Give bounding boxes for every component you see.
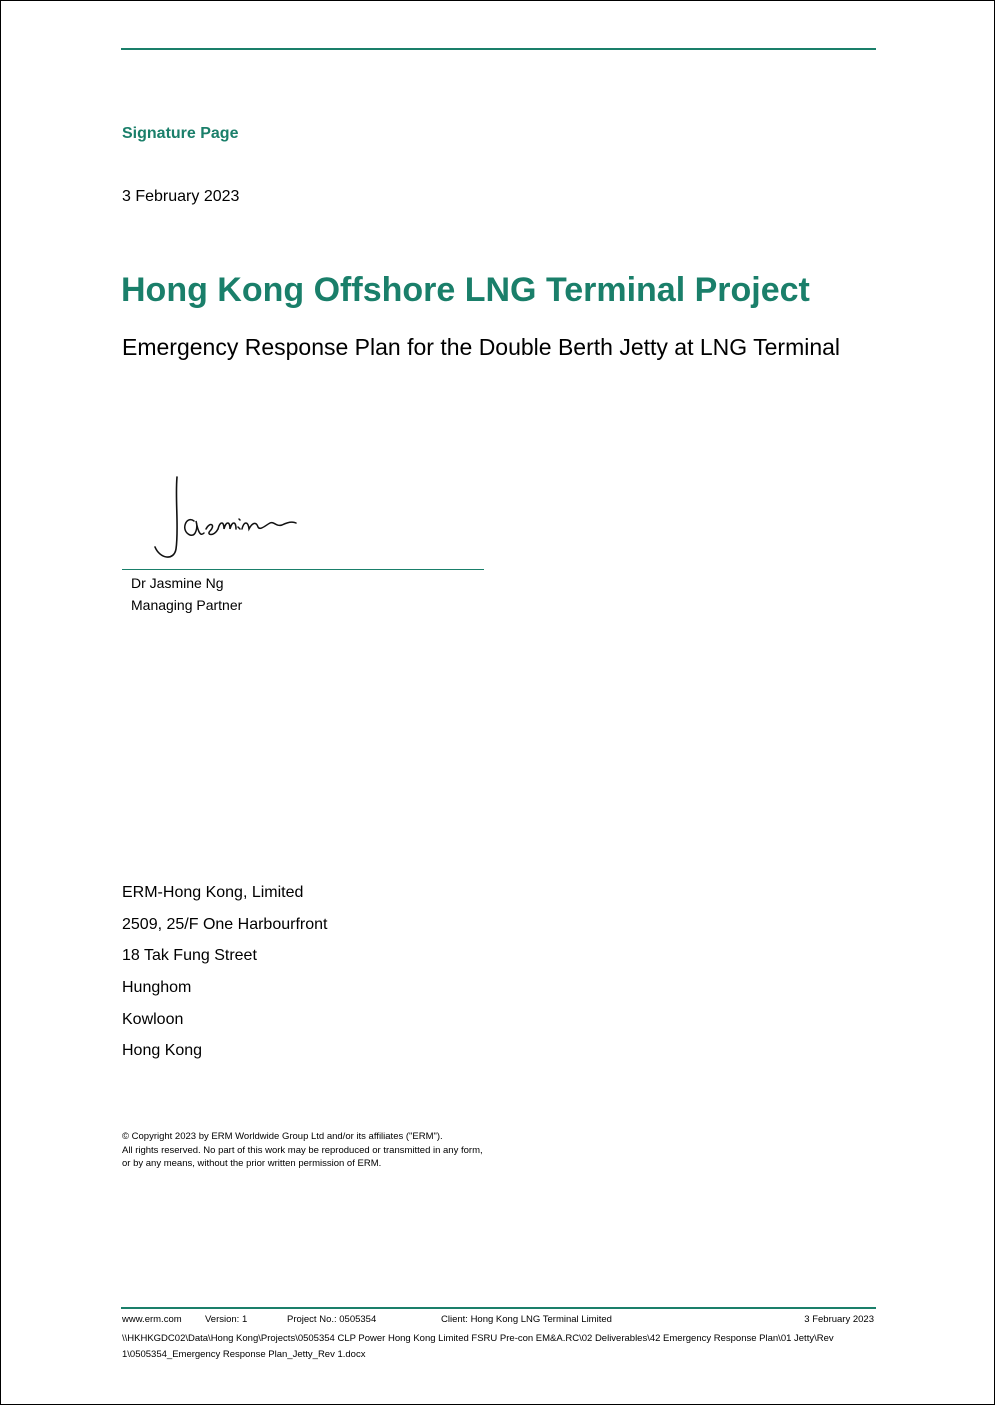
signature-line xyxy=(122,569,484,570)
copyright-line: All rights reserved. No part of this work may be reproduced or transmitted in any form, xyxy=(122,1144,483,1156)
document-subtitle: Emergency Response Plan for the Double Berth Jetty at LNG Terminal xyxy=(122,334,841,360)
footer-website[interactable]: www.erm.com xyxy=(122,1314,182,1325)
copyright-notice xyxy=(122,1130,483,1171)
section-label: Signature Page xyxy=(122,125,239,142)
address-line: Kowloon xyxy=(122,1010,184,1028)
footer-client: Client: Hong Kong LNG Terminal Limited xyxy=(441,1314,612,1325)
signatory-name: Dr Jasmine Ng xyxy=(131,575,224,591)
address-line: 2509, 25/F One Harbourfront xyxy=(122,915,328,933)
copyright-line: © Copyright 2023 by ERM Worldwide Group Ltd and/or its affiliates ("ERM"). xyxy=(122,1131,443,1142)
handwritten-signature xyxy=(146,469,306,569)
company-address xyxy=(122,883,327,1073)
document-date: 3 February 2023 xyxy=(122,188,240,205)
address-line: Hong Kong xyxy=(122,1042,203,1060)
address-line: Hunghom xyxy=(122,979,192,997)
header-rule xyxy=(121,48,876,50)
document-title: Hong Kong Offshore LNG Terminal Project xyxy=(121,271,810,309)
signatory-role: Managing Partner xyxy=(131,597,243,613)
footer-rule xyxy=(121,1307,876,1309)
footer-date: 3 February 2023 xyxy=(804,1314,874,1325)
footer-version: Version: 1 xyxy=(205,1314,248,1325)
footer-file-path: \\HKHKGDC02\Data\Hong Kong\Projects\0505354 CLP Power Hong Kong Limited FSRU Pre-con EM&A.RC\02 Deliverables\42 Emergency Response Plan\01 Jetty\Rev 1\0505354_Emergency Response Plan_Jetty_Rev 1.docx xyxy=(122,1333,834,1360)
address-line: 18 Tak Fung Street xyxy=(122,947,257,965)
copyright-line: or by any means, without the prior written permission of ERM. xyxy=(122,1158,382,1169)
footer-project-number: Project No.: 0505354 xyxy=(287,1314,377,1325)
address-line: ERM-Hong Kong, Limited xyxy=(122,884,304,901)
